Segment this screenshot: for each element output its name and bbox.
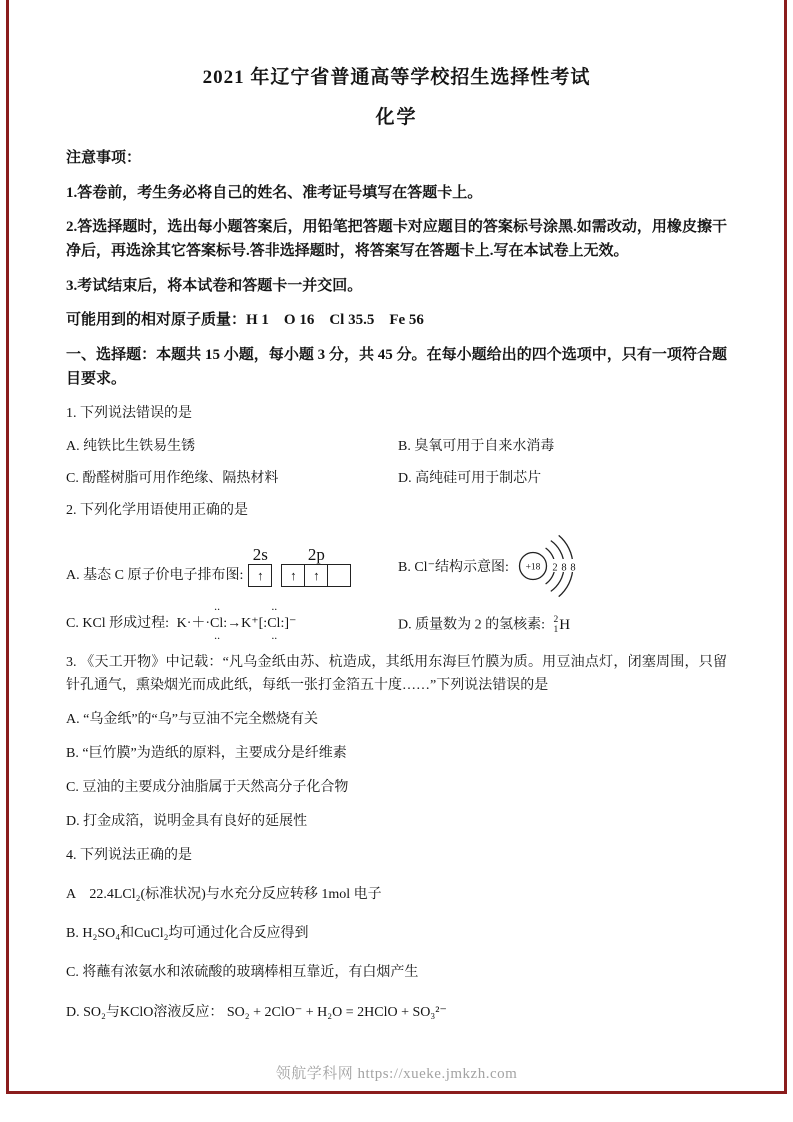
isotope-numbers — [554, 615, 559, 636]
q4-stem: 4. 下列说法正确的是 — [66, 848, 192, 864]
nucleus-charge: +18 — [525, 562, 541, 573]
q1-options — [66, 436, 727, 500]
q4-option-d-formula: SO₂ + 2ClO⁻ + H₂O = 2HClO + SO₃²⁻ — [226, 1004, 447, 1020]
q2-options-ab — [66, 533, 727, 599]
q4-option-c: C. 将蘸有浓氨水和浓硫酸的玻璃棒相互靠近，有白烟产生 — [66, 965, 419, 981]
equation-segment-2: :→K⁺[: — [223, 615, 268, 631]
q3-option-d: D. 打金成箔，说明金具有良好的延展性 — [66, 813, 308, 829]
page-border-left — [6, 0, 9, 1094]
q3-option-a: A. “乌金纸”的“乌”与豆油不完全燃烧有关 — [66, 711, 318, 727]
q2-option-b — [398, 533, 727, 599]
q2-option-a — [66, 545, 398, 588]
q3-option-b: B. “巨竹膜”为造纸的原料，主要成分是纤维素 — [66, 745, 347, 761]
exam-paper — [66, 62, 727, 1041]
mass-number: 2 — [553, 614, 559, 625]
equation-segment-3: :]⁻ — [280, 615, 297, 631]
orbital-box-2s: ↑ — [248, 564, 272, 587]
q2-option-b-text: B. Cl⁻结构示意图: — [398, 559, 509, 575]
shell-count-1: 2 — [552, 562, 558, 574]
orbital-box-2p-3 — [327, 564, 351, 587]
q1-option-c: C. 酚醛树脂可用作绝缘、隔热材料 — [66, 470, 279, 486]
equation-segment-1: K·＋· — [176, 615, 211, 631]
exam-title: 2021 年辽宁省普通高等学校招生选择性考试 — [202, 67, 591, 88]
q4-option-b: B. H₂SO₄和CuCl₂均可通过化合反应得到 — [66, 926, 309, 942]
orbital-2p-group — [281, 545, 351, 588]
page-border-right — [784, 0, 787, 1094]
q2-options-cd — [66, 611, 727, 653]
kcl-formation-equation — [177, 616, 297, 631]
orbital-2p-label: 2p — [307, 544, 325, 564]
orbital-box-2p-1: ↑ — [281, 564, 305, 587]
q2-option-a-text: A. 基态 C 原子价电子排布图: — [66, 568, 244, 584]
q4-option-d-text: D. SO₂与KClO溶液反应： — [66, 1004, 224, 1020]
atomic-number: 1 — [553, 625, 559, 636]
q2-option-c-text: C. KCl 形成过程: — [66, 615, 170, 631]
orbital-2p-boxes — [281, 564, 351, 587]
lewis-dots-chlorine-2: ·· Cl ·· — [267, 611, 280, 638]
q1-option-b: B. 臭氧可用于自来水消毒 — [398, 438, 555, 454]
section-heading: 一、选择题：本题共 15 小题，每小题 3 分，共 45 分。在每小题给出的四个选项中，只有一项符合题目要求。 — [66, 347, 727, 387]
q2-option-d-text: D. 质量数为 2 的氢核素: — [398, 617, 545, 633]
notice-item-2: 2.答选择题时，选出每小题答案后，用铅笔把答题卡对应题目的答案标号涂黑.如需改动，用橡皮擦干净后，再选涂其它答案标号.答非选择题时，将答案写在答题卡上.写在本试卷上无效。 — [66, 219, 727, 260]
page-border-bottom — [6, 1091, 787, 1094]
element-symbol: H — [559, 616, 571, 633]
notice-heading: 注意事项： — [66, 150, 142, 166]
lewis-dots-chlorine-1: ·· Cl ·· — [210, 611, 223, 638]
orbital-diagram — [248, 545, 351, 588]
q2-stem: 2. 下列化学用语使用正确的是 — [66, 502, 248, 518]
q1-option-a: A. 纯铁比生铁易生锈 — [66, 438, 196, 454]
orbital-box-2p-2: ↑ — [304, 564, 328, 587]
q1-option-d: D. 高纯硅可用于制芯片 — [398, 470, 542, 486]
orbital-2s-label: 2s — [252, 544, 268, 564]
exam-subject: 化学 — [375, 107, 418, 128]
question-4 — [66, 845, 727, 1024]
q4-option-a: A 22.4LCl₂(标准状况)与水充分反应转移 1mol 电子 — [66, 887, 382, 903]
notice-item-3: 3.考试结束后，将本试卷和答题卡一并交回。 — [66, 277, 363, 294]
q4-option-d — [66, 1002, 727, 1024]
atomic-mass-line: 可能用到的相对原子质量：H 1 O 16 Cl 35.5 Fe 56 — [66, 312, 424, 329]
cl-ion-structure-diagram — [515, 533, 611, 599]
q1-stem: 1. 下列说法错误的是 — [66, 405, 192, 421]
orbital-2s-boxes — [248, 564, 272, 587]
shell-count-3: 8 — [570, 562, 576, 574]
q3-stem: 3. 《天工开物》中记载：“凡乌金纸由苏、杭造成，其纸用东海巨竹膜为质。用豆油点灯，闭塞周围，只留针孔通气，熏染烟光而成此纸，每纸一张打金箔五十度……”下列说法错误的是 — [66, 655, 727, 693]
orbital-2s-group — [248, 545, 272, 588]
q2-option-c — [66, 611, 398, 640]
question-3 — [66, 652, 727, 833]
hydrogen-isotope-notation — [554, 611, 571, 640]
q2-option-d — [398, 611, 727, 640]
notice-item-1: 1.答卷前，考生务必将自己的姓名、准考证号填写在答题卡上。 — [66, 184, 483, 201]
site-watermark: 领航学科网 https://xueke.jmkzh.com — [275, 1066, 518, 1082]
shell-count-2: 8 — [561, 562, 567, 574]
q3-option-c: C. 豆油的主要成分油脂属于天然高分子化合物 — [66, 779, 349, 795]
